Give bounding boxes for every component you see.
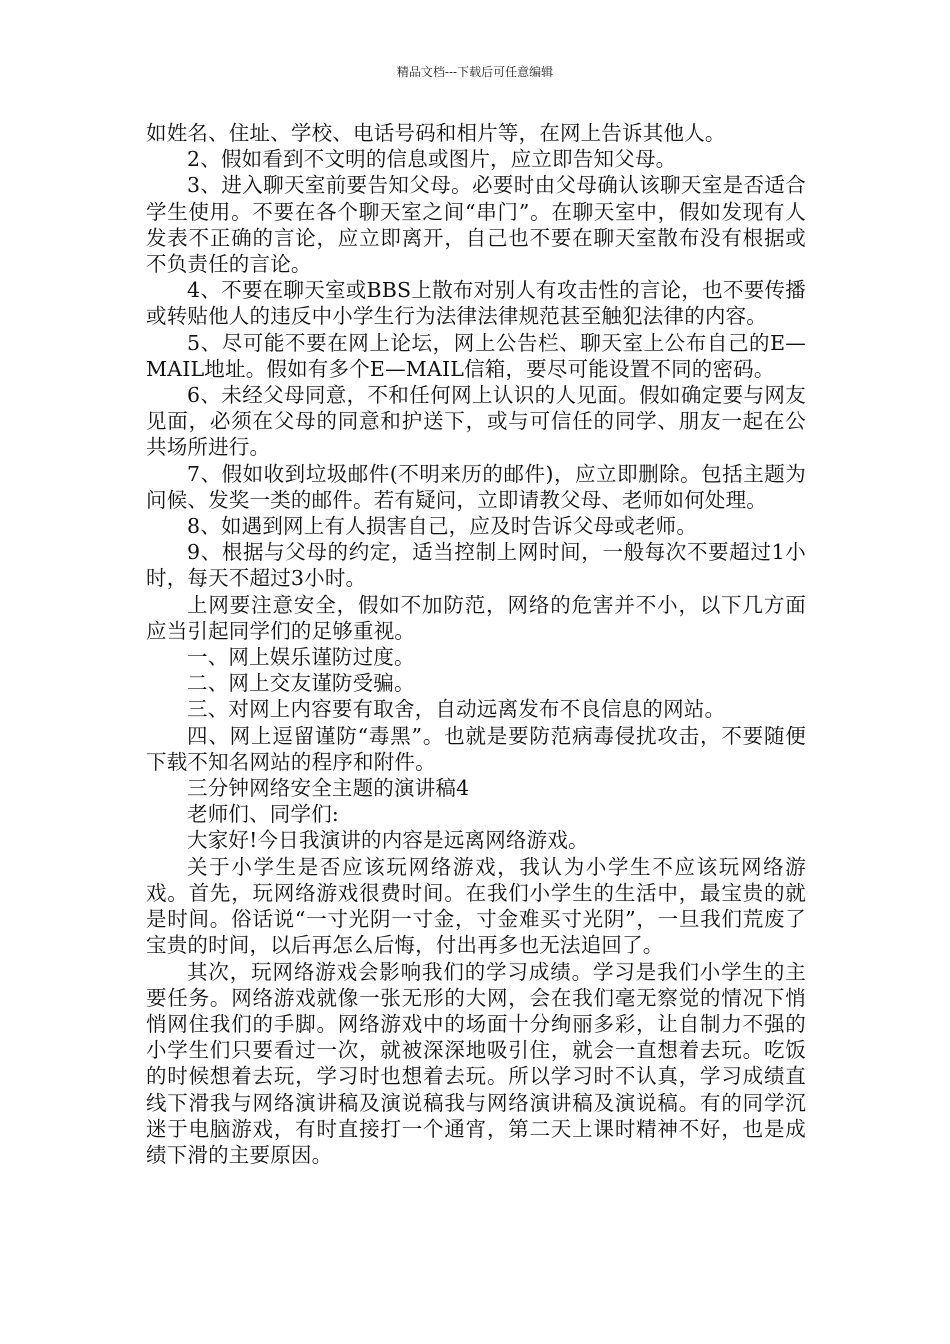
paragraph-point-2: 二、网上交友谨防受骗。 <box>187 671 415 696</box>
paragraph-point-4: 四、网上逗留谨防“毒黑”。也就是要防范病毒侵扰攻击，不要随便下载不知名网站的程序和附件。 <box>146 723 806 774</box>
greeting: 大家好!今日我演讲的内容是远离网络游戏。 <box>187 828 589 853</box>
paragraph-item-4: 4、不要在聊天室或BBS上散布对别人有攻击性的言论，也不要传播或转贴他人的违反中小学生行为法律法律规范甚至触犯法律的内容。 <box>146 278 806 329</box>
paragraph-item-8: 8、如遇到网上有人损害自己，应及时告诉父母或老师。 <box>187 514 698 539</box>
document-body <box>146 120 806 1168</box>
salutation: 老师们、同学们: <box>187 802 340 827</box>
paragraph-point-1: 一、网上娱乐谨防过度。 <box>187 645 415 670</box>
paragraph-item-2: 2、假如看到不文明的信息或图片，应立即告知父母。 <box>187 147 677 172</box>
page-header: 精品文档---下载后可任意编辑 <box>396 65 554 79</box>
paragraph-continuation: 如姓名、住址、学校、电话号码和相片等，在网上告诉其他人。 <box>146 121 726 145</box>
paragraph-second-argument: 其次，玩网络游戏会影响我们的学习成绩。学习是我们小学生的主要任务。网络游戏就像一张无形的大网，会在我们毫无察觉的情况下悄悄网住我们的手脚。网络游戏中的场面十分绚丽多彩，让自制力不强的小学生们只要看过一次，就被深深地吸引住，就会一直想着去玩。吃饭的时候想着去玩，学习时也想着去玩。所以学习时不认真，学习成绩直线下滑我与网络演讲稿及演说稿我与网络演讲稿及演说稿。有的同学沉迷于电脑游戏，有时直接打一个通宵，第二天上课时精神不好，也是成绩下滑的主要原因。 <box>146 959 806 1167</box>
section-title: 三分钟网络安全主题的演讲稿4 <box>187 776 470 801</box>
paragraph-first-argument: 关于小学生是否应该玩网络游戏，我认为小学生不应该玩网络游戏。首先，玩网络游戏很费时间。在我们小学生的生活中，最宝贵的就是时间。俗话说“一寸光阴一寸金，寸金难买寸光阴”，一旦我们荒废了宝贵的时间，以后再怎么后悔，付出再多也无法追回了。 <box>146 854 806 958</box>
paragraph-point-3: 三、对网上内容要有取舍，自动远离发布不良信息的网站。 <box>187 697 726 722</box>
paragraph-item-3: 3、进入聊天室前要告知父母。必要时由父母确认该聊天室是否适合学生使用。不要在各个聊天室之间“串门”。在聊天室中，假如发现有人发表不正确的言论，应立即离开，自己也不要在聊天室散布没有根据或不负责任的言论。 <box>146 173 806 277</box>
paragraph-item-9: 9、根据与父母的约定，适当控制上网时间，一般每次不要超过1小时，每天不超过3小时。 <box>146 540 806 591</box>
paragraph-item-5: 5、尽可能不要在网上论坛，网上公告栏、聊天室上公布自己的E—MAIL地址。假如有多个E—MAIL信箱，要尽可能设置不同的密码。 <box>146 330 806 381</box>
paragraph-item-6: 6、未经父母同意，不和任何网上认识的人见面。假如确定要与网友见面，必须在父母的同意和护送下，或与可信任的同学、朋友一起在公共场所进行。 <box>146 383 806 460</box>
paragraph-summary: 上网要注意安全，假如不加防范，网络的危害并不小，以下几方面应当引起同学们的足够重视。 <box>146 592 806 643</box>
paragraph-item-7: 7、假如收到垃圾邮件(不明来历的邮件)，应立即删除。包括主题为问候、发奖一类的邮件。若有疑问，立即请教父母、老师如何处理。 <box>146 461 806 512</box>
